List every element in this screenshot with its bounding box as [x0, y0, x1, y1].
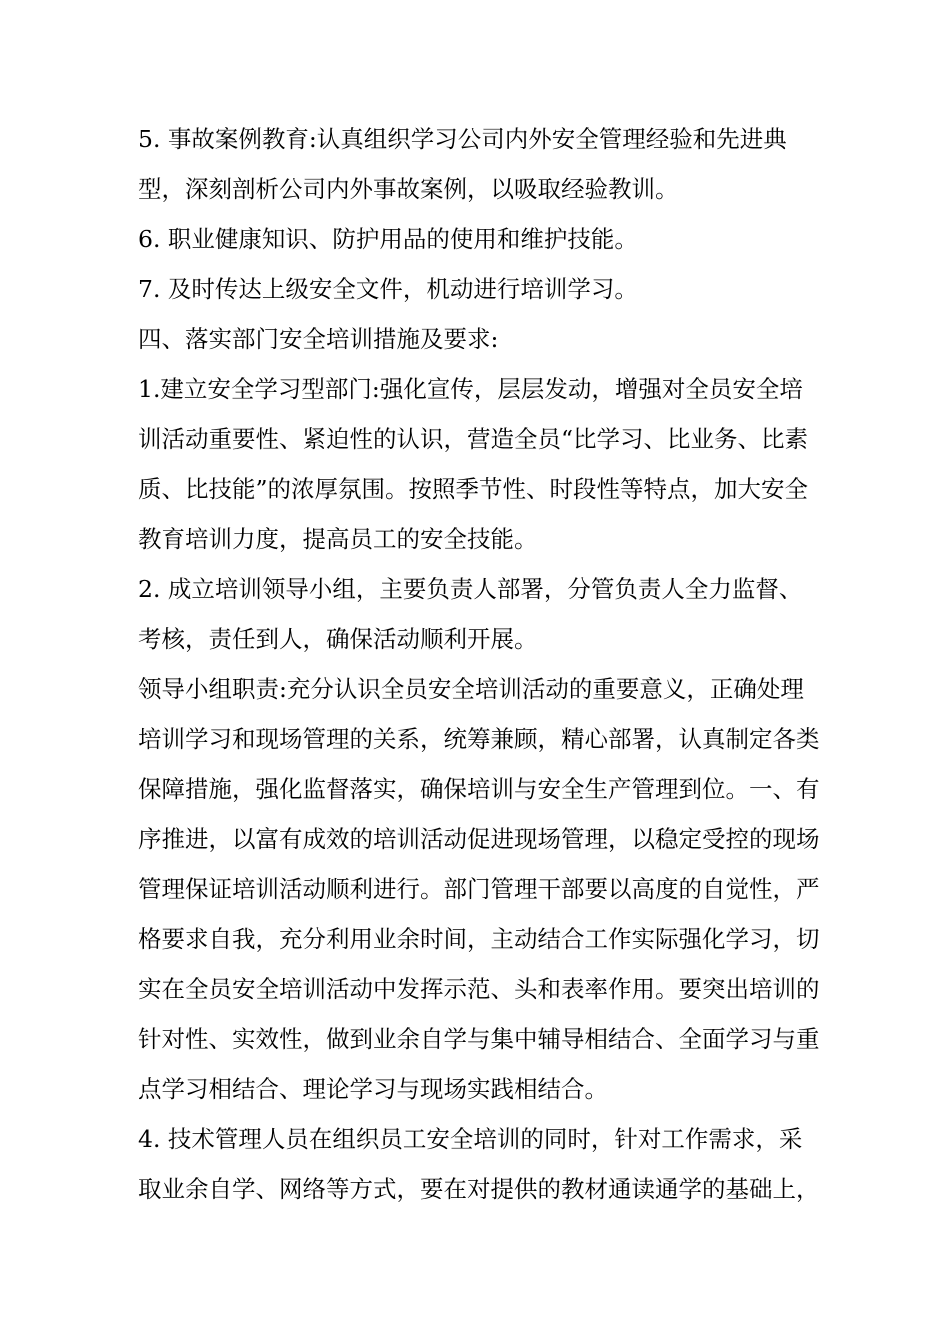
- text-line-13: 培训学习和现场管理的关系，统筹兼顾，精心部署，认真制定各类: [138, 725, 820, 753]
- text-line-17: 格要求自我，充分利用业余时间，主动结合工作实际强化学习，切: [138, 925, 820, 953]
- text-line-6: 1.建立安全学习型部门:强化宣传，层层发动，增强对全员安全培: [138, 375, 803, 403]
- text-line-2: 型，深刻剖析公司内外事故案例，以吸取经验教训。: [138, 175, 679, 203]
- text-line-21: 4. 技术管理人员在组织员工安全培训的同时，针对工作需求，采: [138, 1125, 803, 1153]
- text-line-10: 2. 成立培训领导小组，主要负责人部署，分管负责人全力监督、: [138, 575, 803, 603]
- text-line-11: 考核，责任到人，确保活动顺利开展。: [138, 625, 538, 653]
- section-heading-4: 四、落实部门安全培训措施及要求:: [138, 325, 499, 353]
- text-line-14: 保障措施，强化监督落实，确保培训与安全生产管理到位。一、有: [138, 775, 820, 803]
- text-line-12: 领导小组职责:充分认识全员安全培训活动的重要意义，正确处理: [138, 675, 804, 703]
- text-line-7: 训活动重要性、紧迫性的认识，营造全员“比学习、比业务、比素: [138, 425, 809, 453]
- text-line-22: 取业余自学、网络等方式，要在对提供的教材通读通学的基础上，: [138, 1175, 820, 1203]
- text-line-1: 5. 事故案例教育:认真组织学习公司内外安全管理经验和先进典: [138, 125, 787, 153]
- text-line-3: 6. 职业健康知识、防护用品的使用和维护技能。: [138, 225, 638, 253]
- text-line-19: 针对性、实效性，做到业余自学与集中辅导相结合、全面学习与重: [138, 1025, 820, 1053]
- text-line-9: 教育培训力度，提高员工的安全技能。: [138, 525, 538, 553]
- text-line-4: 7. 及时传达上级安全文件，机动进行培训学习。: [138, 275, 638, 303]
- text-line-8: 质、比技能”的浓厚氛围。按照季节性、时段性等特点，加大安全: [138, 475, 809, 503]
- text-line-18: 实在全员安全培训活动中发挥示范、头和表率作用。要突出培训的: [138, 975, 820, 1003]
- text-line-16: 管理保证培训活动顺利进行。部门管理干部要以高度的自觉性，严: [138, 875, 820, 903]
- text-line-15: 序推进，以富有成效的培训活动促进现场管理，以稳定受控的现场: [138, 825, 820, 853]
- text-line-20: 点学习相结合、理论学习与现场实践相结合。: [138, 1075, 608, 1103]
